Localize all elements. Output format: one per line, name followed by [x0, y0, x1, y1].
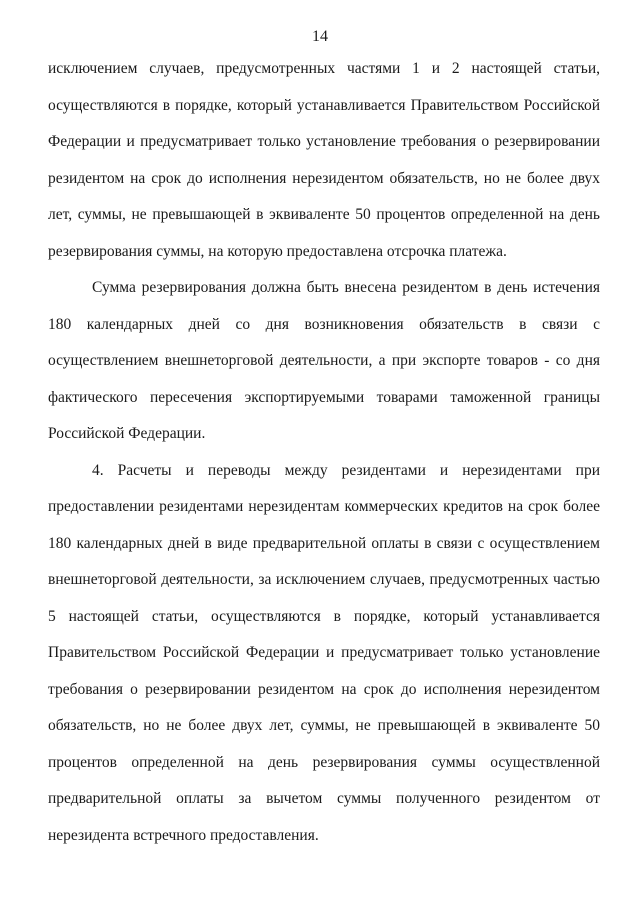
paragraph-reserve-amount: Сумма резервирования должна быть внесена резидентом в день истечения 180 календарных дней со дня возникновения обязательств в связи с осуществлением внешнеторговой деятельности, а при экспорте товаров - со дня фактического пересечения экспортируемыми товарами таможенной границы Российской Федерации.	[48, 279, 600, 442]
page-number: 14	[312, 28, 328, 45]
paragraph-continuation: исключением случаев, предусмотренных частями 1 и 2 настоящей статьи, осуществляются в порядке, который устанавливается Правительством Российской Федерации и предусматривает только установление требования о резервировании резидентом на срок до исполнения нерезидентом обязательств, но не более двух лет, суммы, не превышающей в эквиваленте 50 процентов определенной на день резервирования суммы, на которую предоставлена отсрочка платежа.	[48, 60, 600, 260]
document-body	[48, 51, 600, 854]
paragraph-section-4: 4. Расчеты и переводы между резидентами и нерезидентами при предоставлении резидентами нерезидентам коммерческих кредитов на срок более 180 календарных дней в виде предварительной оплаты в связи с осуществлением внешнеторговой деятельности, за исключением случаев, предусмотренных частью 5 настоящей статьи, осуществляются в порядке, который устанавливается Правительством Российской Федерации и предусматривает только установление требования о резервировании резидентом на срок до исполнения нерезидентом обязательств, но не более двух лет, суммы, не превышающей в эквиваленте 50 процентов определенной на день резервирования суммы осуществленной предварительной оплаты за вычетом суммы полученного резидентом от нерезидента встречного предоставления.	[48, 461, 600, 844]
